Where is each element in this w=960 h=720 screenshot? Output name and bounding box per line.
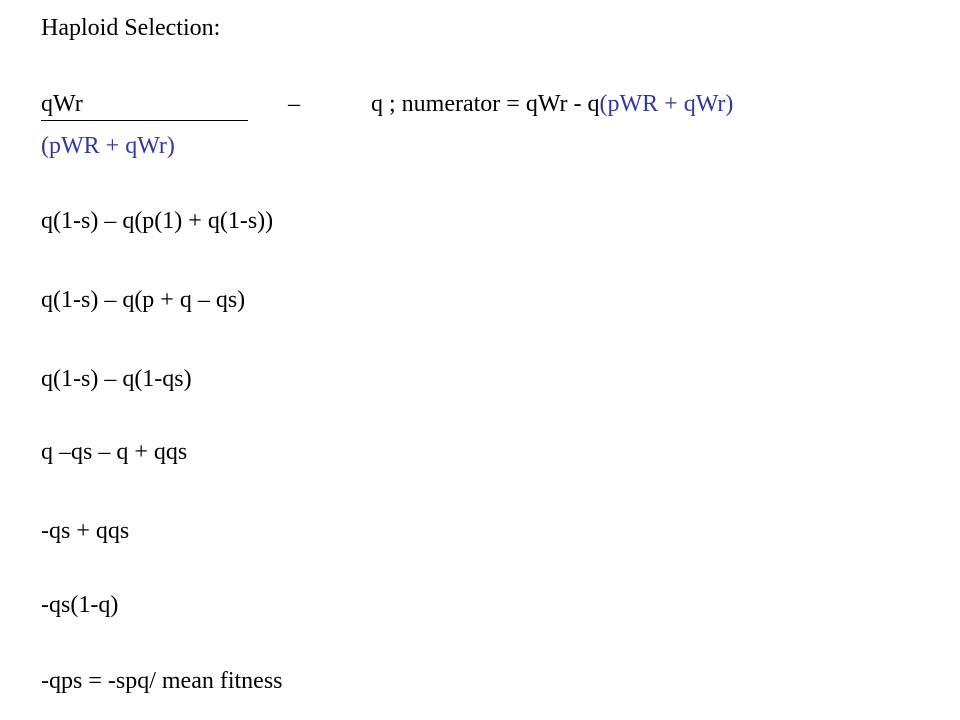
page-title: Haploid Selection:: [41, 15, 221, 41]
fraction-denominator: (pWR + qWr): [41, 133, 175, 159]
numerator-equation-blue-text: (pWR + qWr): [599, 91, 734, 117]
step-line: q(1-s) – q(p(1) + q(1-s)): [41, 208, 274, 234]
step-line: -qps = -spq/ mean fitness: [41, 668, 283, 694]
fraction-bar: [41, 120, 248, 121]
numerator-equation-text: q ; numerator = qWr - q: [371, 91, 600, 117]
step-line: -qs + qqs: [41, 518, 130, 544]
fraction-numerator: qWr: [41, 91, 83, 117]
minus-sign: –: [288, 91, 300, 117]
numerator-equation: [371, 90, 733, 118]
step-line: q(1-s) – q(1-qs): [41, 366, 192, 392]
step-line: -qs(1-q): [41, 592, 119, 618]
step-line: q –qs – q + qqs: [41, 439, 188, 465]
step-line: q(1-s) – q(p + q – qs): [41, 287, 246, 313]
